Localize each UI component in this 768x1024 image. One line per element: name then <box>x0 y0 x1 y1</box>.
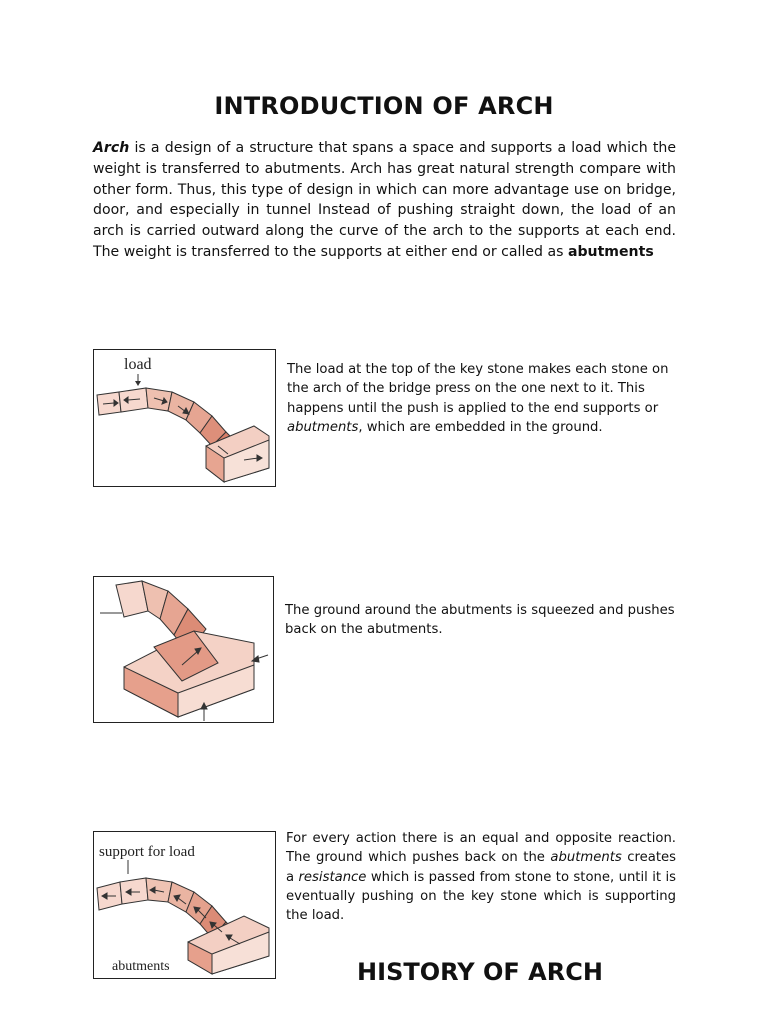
figure-1-caption <box>287 360 682 437</box>
figure-3-caption-part2: creates a <box>286 850 676 885</box>
figure-3-caption-em1: abutments <box>550 850 622 866</box>
figure-label-support: support for load <box>99 844 195 860</box>
intro-body: is a design of a structure that spans a space and supports a load which the weight is transferred to abutments. Arch has great natural strength compare with other form. Thus, this type of design in which can more advantage use on bridge, door, and especially in tunnel Instead of pushing straight down, the load of an arch is carried outward along the curve of the arch to the supports at each end. The weight is transferred to the supports at either end or called as <box>93 140 676 260</box>
figure-3-caption-part3: which is passed from stone to stone, until it is eventually pushing on the key stone which is supporting the load. <box>286 869 676 924</box>
figure-3-caption-part1: For every action there is an equal and opposite reaction. The ground which pushes back on the <box>286 831 676 866</box>
figure-3-caption-em2: resistance <box>298 869 367 885</box>
support-for-load-diagram <box>94 832 275 978</box>
figure-1-caption-part2: , which are embedded in the ground. <box>358 419 603 435</box>
page-title: INTRODUCTION OF ARCH <box>214 92 554 120</box>
figure-load-arch <box>93 349 276 487</box>
figure-label-abutments: abutments <box>112 959 170 974</box>
intro-end-word: abutments <box>567 243 654 260</box>
figure-label-load: load <box>124 356 152 373</box>
intro-lead-word: Arch <box>93 140 130 156</box>
figure-abutment-squeeze <box>93 576 274 723</box>
section-heading-history: HISTORY OF ARCH <box>357 958 603 986</box>
intro-paragraph <box>93 138 676 263</box>
figure-2-caption <box>285 601 675 640</box>
figure-3-caption <box>286 829 676 925</box>
abutment-squeeze-diagram <box>94 577 273 722</box>
figure-2-caption-text: The ground around the abutments is squeezed and pushes back on the abutments. <box>285 603 675 638</box>
figure-1-caption-part1: The load at the top of the key stone makes each stone on the arch of the bridge press on the one next to it. This happens until the push is applied to the end supports or <box>287 362 669 416</box>
figure-support-for-load <box>93 831 276 979</box>
arch-load-diagram <box>94 350 275 486</box>
figure-1-caption-em: abutments <box>287 419 359 435</box>
